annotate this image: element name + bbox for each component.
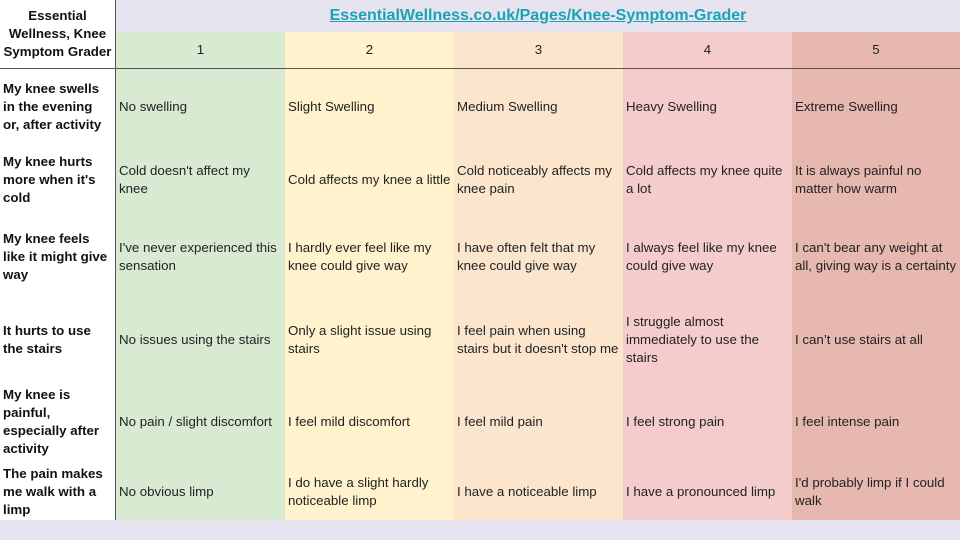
symptom-label: My knee swells in the evening or, after activity	[0, 69, 116, 145]
grade-cell: I can’t use stairs at all	[792, 299, 960, 380]
grade-cell: Cold affects my knee a little	[285, 145, 454, 215]
grade-cell: I feel mild discomfort	[285, 380, 454, 463]
table-title: Essential Wellness, Knee Symptom Grader	[0, 0, 116, 69]
grade-cell: It is always painful no matter how warm	[792, 145, 960, 215]
grade-cell: I struggle almost immediately to use the stairs	[623, 299, 792, 380]
grade-cell: I feel pain when using stairs but it doesn't stop me	[454, 299, 623, 380]
symptom-label: It hurts to use the stairs	[0, 299, 116, 380]
grade-cell: I feel strong pain	[623, 380, 792, 463]
grade-cell: Cold doesn't affect my knee	[116, 145, 285, 215]
grade-cell: No pain / slight discomfort	[116, 380, 285, 463]
grade-cell: I feel intense pain	[792, 380, 960, 463]
grade-cell: I do have a slight hardly noticeable limp	[285, 463, 454, 520]
grade-cell: I'd probably limp if I could walk	[792, 463, 960, 520]
symptom-label: My knee hurts more when it's cold	[0, 145, 116, 215]
grade-header-3: 3	[454, 32, 623, 69]
grader-url-link[interactable]: EssentialWellness.co.uk/Pages/Knee-Symptom-Grader	[329, 7, 747, 24]
grade-header-4: 4	[623, 32, 792, 69]
grade-cell: I've never experienced this sensation	[116, 215, 285, 299]
symptom-label: The pain makes me walk with a limp	[0, 463, 116, 520]
grade-header-1: 1	[116, 32, 285, 69]
grade-cell: I feel mild pain	[454, 380, 623, 463]
grade-cell: I have a pronounced limp	[623, 463, 792, 520]
grade-cell: Only a slight issue using stairs	[285, 299, 454, 380]
grade-cell: I hardly ever feel like my knee could give way	[285, 215, 454, 299]
grade-cell: I always feel like my knee could give way	[623, 215, 792, 299]
grade-cell: I have often felt that my knee could give way	[454, 215, 623, 299]
symptom-label: My knee feels like it might give way	[0, 215, 116, 299]
grade-cell: No issues using the stairs	[116, 299, 285, 380]
grade-header-5: 5	[792, 32, 960, 69]
grade-cell: Cold affects my knee quite a lot	[623, 145, 792, 215]
grade-cell: I can't bear any weight at all, giving way is a certainty	[792, 215, 960, 299]
grade-cell: Heavy Swelling	[623, 69, 792, 145]
grade-cell: No swelling	[116, 69, 285, 145]
symptom-label: My knee is painful, especially after activity	[0, 380, 116, 463]
grade-cell: Cold noticeably affects my knee pain	[454, 145, 623, 215]
url-bar	[116, 0, 960, 32]
grade-cell: Extreme Swelling	[792, 69, 960, 145]
grade-cell: No obvious limp	[116, 463, 285, 520]
grade-cell: Slight Swelling	[285, 69, 454, 145]
grade-header-2: 2	[285, 32, 454, 69]
grade-cell: Medium Swelling	[454, 69, 623, 145]
grade-cell: I have a noticeable limp	[454, 463, 623, 520]
